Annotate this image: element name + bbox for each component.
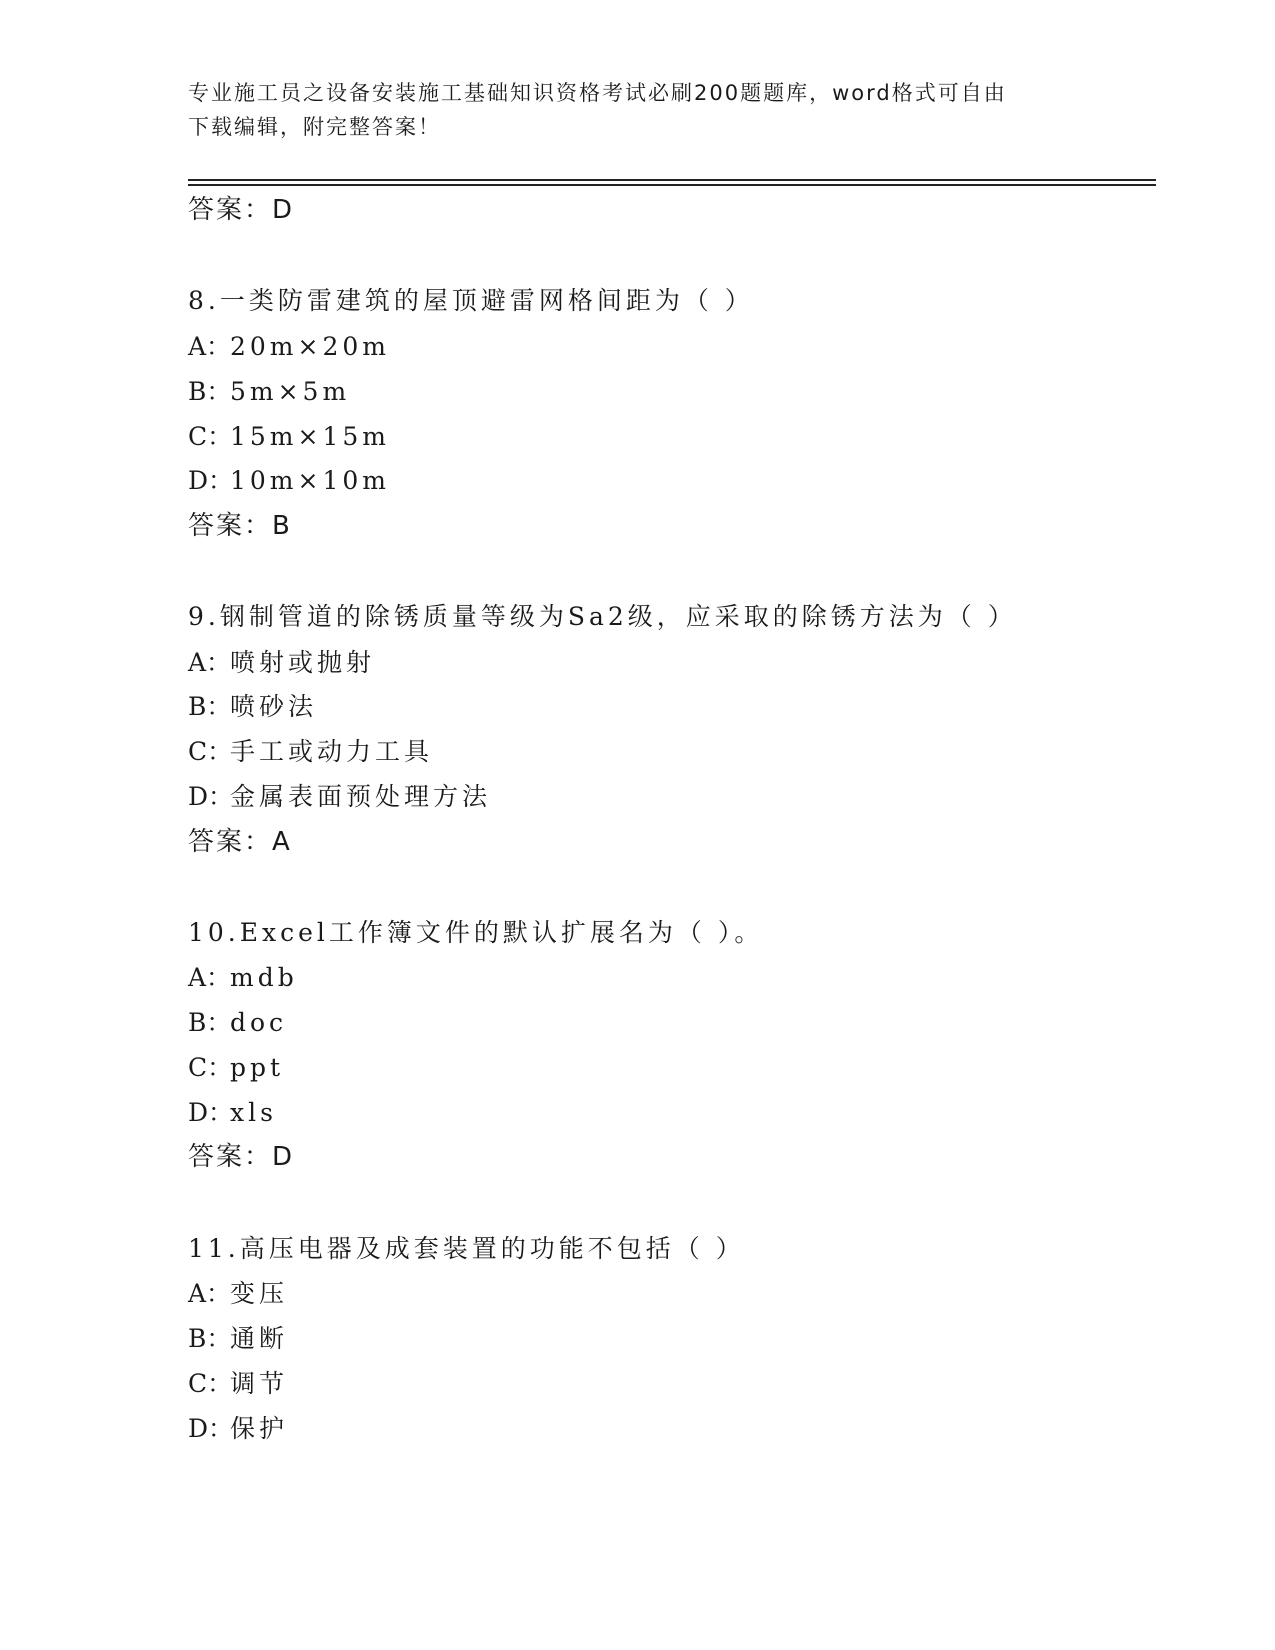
option-text: 手工或动力工具 [230,737,434,766]
option-label: D： [188,1098,234,1127]
question-8-answer: 答案：B [188,511,292,541]
option-label: D： [188,466,234,495]
option-text: 金属表面预处理方法 [230,782,492,811]
option-text: 变压 [230,1279,289,1308]
option-label: A： [188,332,232,361]
question-8-option-a [188,330,390,364]
option-text: doc [230,1008,288,1037]
option-label: A： [188,1279,232,1308]
option-label: B： [188,377,232,406]
option-label: D： [188,1414,234,1443]
question-8-option-d [188,464,390,498]
question-10-option-c [188,1051,284,1085]
option-text: 喷射或抛射 [230,648,376,677]
question-8-option-b [188,375,350,409]
option-text: 喷砂法 [230,692,318,721]
question-8-title: 8.一类防雷建筑的屋顶避雷网格间距为（ ） [188,286,754,315]
question-11-option-b [188,1322,288,1356]
header-divider-top [188,179,1156,181]
question-9-answer: 答案：A [188,827,292,857]
option-label: C： [188,737,233,766]
question-10-option-d [188,1096,277,1130]
option-text: mdb [230,963,298,992]
header-line-2: 下载编辑，附完整答案！ [188,115,441,139]
question-10-answer: 答案：D [188,1142,295,1172]
question-11-option-d [188,1412,288,1446]
option-text: 5m×5m [230,377,351,406]
previous-answer: 答案：D [188,195,295,225]
question-9-option-d [188,780,491,814]
option-label: B： [188,1008,232,1037]
option-label: A： [188,963,232,992]
option-label: C： [188,1369,233,1398]
question-10-option-a [188,961,298,995]
option-text: 保护 [230,1414,289,1443]
question-9-option-a [188,646,375,680]
header-line-1: 专业施工员之设备安装施工基础知识资格考试必刷200题题库，word格式可自由 [188,81,1007,105]
question-9-option-b [188,690,317,724]
option-label: B： [188,692,232,721]
question-9-title: 9.钢制管道的除锈质量等级为Sa2级，应采取的除锈方法为（ ） [188,602,1017,631]
option-text: 通断 [230,1324,289,1353]
question-10-option-b [188,1006,287,1040]
question-8-option-c [188,420,390,454]
option-label: D： [188,782,234,811]
option-text: 15m×15m [230,422,390,451]
option-text: 调节 [230,1369,289,1398]
option-text: 10m×10m [230,466,390,495]
question-9-option-c [188,735,433,769]
question-11-option-c [188,1367,288,1401]
header-divider-bottom [188,184,1156,186]
option-label: C： [188,1053,233,1082]
option-text: ppt [230,1053,285,1082]
question-11-option-a [188,1277,288,1311]
document-header [188,76,1088,144]
question-11-title: 11.高压电器及成套装置的功能不包括（ ） [188,1234,745,1263]
option-text: xls [230,1098,277,1127]
option-text: 20m×20m [230,332,390,361]
option-label: B： [188,1324,232,1353]
option-label: C： [188,422,233,451]
option-label: A： [188,648,232,677]
question-10-title: 10.Excel工作簿文件的默认扩展名为（ ）。 [188,918,764,947]
